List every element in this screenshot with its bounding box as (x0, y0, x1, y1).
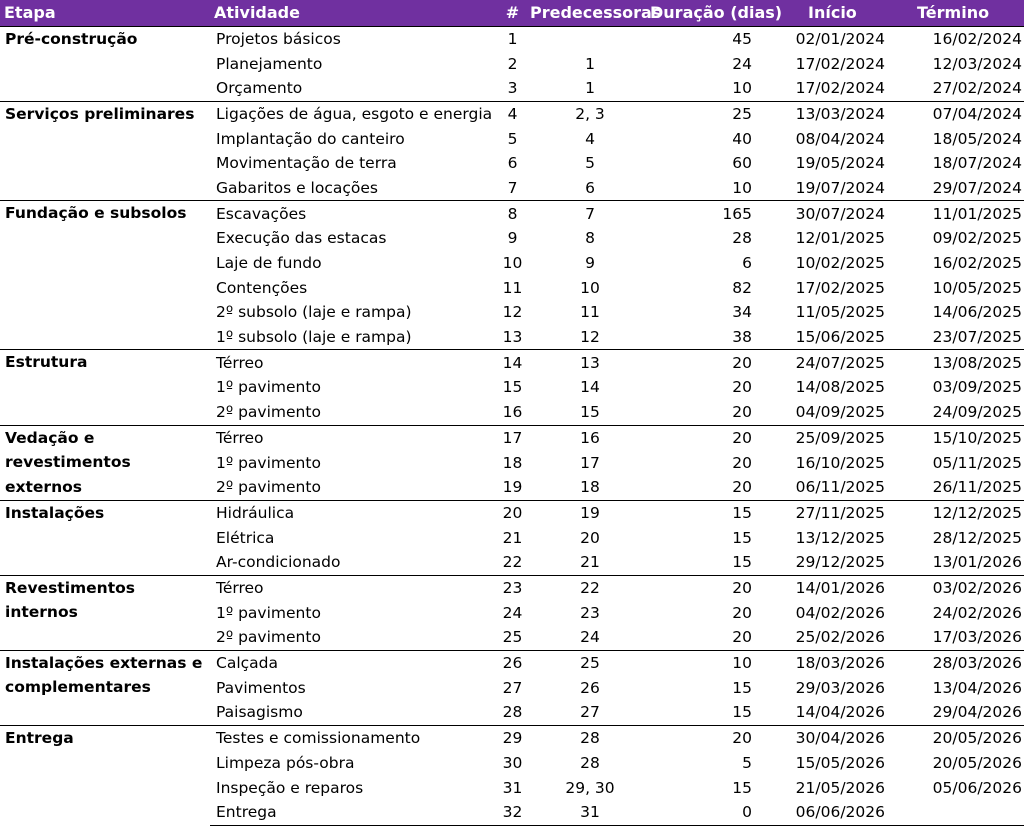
atividade-cell: Execução das estacas (216, 229, 387, 248)
num-cell: 8 (495, 201, 530, 226)
num-cell: 16 (502, 403, 523, 422)
termino-cell: 15/10/2025 (895, 425, 1024, 450)
duracao-cell: 15 (732, 528, 752, 547)
table-row (0, 725, 1024, 750)
num-cell: 21 (502, 528, 523, 547)
num-cell: 26 (495, 650, 530, 675)
duracao-cell: 0 (650, 800, 780, 825)
atividade-cell: Projetos básicos (210, 26, 495, 51)
duracao-cell: 6 (742, 254, 752, 273)
atividade-cell: Movimentação de terra (216, 154, 397, 173)
predecessoras-cell: 11 (580, 303, 600, 322)
table-row (0, 425, 1024, 450)
duracao-cell: 38 (732, 328, 752, 347)
predecessoras-cell: 1 (585, 54, 595, 73)
atividade-cell: 1º pavimento (216, 378, 321, 397)
termino-cell: 26/11/2025 (932, 478, 1022, 497)
table-row (0, 575, 1024, 600)
atividade-cell: 2º pavimento (216, 403, 321, 422)
predecessoras-cell: 19 (530, 500, 650, 525)
duracao-cell: 15 (732, 678, 752, 697)
atividade-cell: Térreo (210, 350, 495, 375)
header-row (0, 0, 1024, 26)
num-cell: 11 (502, 278, 523, 297)
predecessoras-cell: 21 (580, 553, 600, 572)
etapa-cell: Estrutura (0, 350, 210, 425)
inicio-cell: 30/04/2026 (780, 725, 895, 750)
predecessoras-cell: 16 (530, 425, 650, 450)
predecessoras-cell: 13 (530, 350, 650, 375)
termino-cell (895, 800, 1024, 825)
duracao-cell: 40 (732, 129, 752, 148)
inicio-cell: 18/03/2026 (780, 650, 895, 675)
inicio-cell: 25/02/2026 (795, 628, 885, 647)
predecessoras-cell: 31 (530, 800, 650, 825)
predecessoras-cell: 12 (580, 328, 600, 347)
atividade-cell: Elétrica (216, 528, 275, 547)
atividade-cell: 1º pavimento (216, 603, 321, 622)
inicio-cell: 19/05/2024 (795, 154, 885, 173)
duracao-cell: 20 (732, 378, 752, 397)
termino-cell: 24/09/2025 (932, 403, 1022, 422)
num-cell: 5 (507, 129, 518, 148)
num-cell: 1 (495, 26, 530, 51)
termino-cell: 28/12/2025 (932, 528, 1022, 547)
termino-cell: 11/01/2025 (895, 201, 1024, 226)
termino-cell: 24/02/2026 (932, 603, 1022, 622)
predecessoras-cell (530, 26, 650, 51)
etapa-cell: Instalações (0, 500, 210, 575)
atividade-cell: Calçada (210, 650, 495, 675)
atividade-cell: Planejamento (216, 54, 323, 73)
termino-cell: 16/02/2024 (895, 26, 1024, 51)
num-cell: 20 (495, 500, 530, 525)
inicio-cell: 15/05/2026 (795, 753, 885, 772)
inicio-cell: 06/11/2025 (795, 478, 885, 497)
termino-cell: 27/02/2024 (932, 79, 1022, 98)
atividade-cell: Pavimentos (216, 678, 306, 697)
num-cell: 31 (502, 778, 523, 797)
duracao-cell: 15 (732, 553, 752, 572)
termino-cell: 16/02/2025 (932, 254, 1022, 273)
termino-cell: 18/07/2024 (932, 154, 1022, 173)
inicio-cell: 13/03/2024 (780, 101, 895, 126)
predecessoras-cell: 25 (530, 650, 650, 675)
termino-cell: 12/03/2024 (932, 54, 1022, 73)
predecessoras-cell: 29, 30 (565, 778, 615, 797)
duracao-cell: 82 (732, 278, 752, 297)
duracao-cell: 20 (732, 453, 752, 472)
atividade-cell: Paisagismo (216, 703, 303, 722)
atividade-cell: Limpeza pós-obra (216, 753, 355, 772)
num-cell: 29 (495, 725, 530, 750)
atividade-cell: Térreo (210, 575, 495, 600)
atividade-cell: 1º pavimento (216, 453, 321, 472)
termino-cell: 12/12/2025 (895, 500, 1024, 525)
atividade-cell: 2º subsolo (laje e rampa) (216, 303, 412, 322)
num-cell: 3 (507, 79, 518, 98)
etapa-cell: Entrega (0, 725, 210, 825)
header-etapa: Etapa (4, 3, 56, 23)
inicio-cell: 02/01/2024 (780, 26, 895, 51)
num-cell: 2 (507, 54, 518, 73)
predecessoras-cell: 4 (585, 129, 595, 148)
duracao-cell: 10 (732, 178, 752, 197)
atividade-cell: Térreo (210, 425, 495, 450)
termino-cell: 05/11/2025 (932, 453, 1022, 472)
atividade-cell: Laje de fundo (216, 254, 322, 273)
predecessoras-cell: 7 (530, 201, 650, 226)
duracao-cell: 15 (650, 500, 780, 525)
termino-cell: 29/04/2026 (932, 703, 1022, 722)
termino-cell: 07/04/2024 (895, 101, 1024, 126)
termino-cell: 28/03/2026 (895, 650, 1024, 675)
predecessoras-cell: 9 (585, 254, 595, 273)
predecessoras-cell: 5 (585, 154, 595, 173)
inicio-cell: 13/12/2025 (795, 528, 885, 547)
header-predecessoras: Predecessoras (530, 3, 662, 23)
predecessoras-cell: 14 (580, 378, 600, 397)
predecessoras-cell: 27 (580, 703, 600, 722)
num-cell: 28 (502, 703, 523, 722)
duracao-cell: 28 (732, 229, 752, 248)
termino-cell: 20/05/2026 (932, 753, 1022, 772)
table-row (0, 26, 1024, 51)
inicio-cell: 24/07/2025 (780, 350, 895, 375)
inicio-cell: 11/05/2025 (795, 303, 885, 322)
etapa-cell: Serviços preliminares (0, 101, 210, 201)
etapa-cell: Pré-construção (0, 26, 210, 101)
num-cell: 4 (495, 101, 530, 126)
inicio-cell: 16/10/2025 (795, 453, 885, 472)
predecessoras-cell: 22 (530, 575, 650, 600)
num-cell: 17 (495, 425, 530, 450)
predecessoras-cell: 10 (580, 278, 600, 297)
predecessoras-cell: 8 (585, 229, 595, 248)
predecessoras-cell: 2, 3 (530, 101, 650, 126)
table-row (0, 101, 1024, 126)
duracao-cell: 20 (650, 725, 780, 750)
duracao-cell: 45 (650, 26, 780, 51)
predecessoras-cell: 28 (530, 725, 650, 750)
inicio-cell: 29/03/2026 (795, 678, 885, 697)
predecessoras-cell: 18 (580, 478, 600, 497)
atividade-cell: Ligações de água, esgoto e energia (210, 101, 495, 126)
atividade-cell: 2º pavimento (216, 478, 321, 497)
etapa-cell: Fundação e subsolos (0, 201, 210, 350)
num-cell: 18 (502, 453, 523, 472)
num-cell: 7 (507, 178, 518, 197)
termino-cell: 13/04/2026 (932, 678, 1022, 697)
termino-cell: 05/06/2026 (932, 778, 1022, 797)
predecessoras-cell: 17 (580, 453, 600, 472)
inicio-cell: 27/11/2025 (780, 500, 895, 525)
duracao-cell: 5 (742, 753, 752, 772)
termino-cell: 13/01/2026 (932, 553, 1022, 572)
num-cell: 6 (507, 154, 518, 173)
atividade-cell: Orçamento (216, 79, 303, 98)
duracao-cell: 20 (732, 478, 752, 497)
predecessoras-cell: 23 (580, 603, 600, 622)
duracao-cell: 15 (732, 703, 752, 722)
termino-cell: 03/02/2026 (895, 575, 1024, 600)
inicio-cell: 15/06/2025 (795, 328, 885, 347)
predecessoras-cell: 1 (585, 79, 595, 98)
predecessoras-cell: 24 (580, 628, 600, 647)
num-cell: 32 (495, 800, 530, 825)
num-cell: 19 (502, 478, 523, 497)
num-cell: 13 (502, 328, 523, 347)
etapa-cell: Vedação e revestimentos externos (0, 425, 210, 500)
table-row (0, 650, 1024, 675)
num-cell: 15 (502, 378, 523, 397)
predecessoras-cell: 20 (580, 528, 600, 547)
table-row (0, 350, 1024, 375)
termino-cell: 03/09/2025 (932, 378, 1022, 397)
termino-cell: 13/08/2025 (895, 350, 1024, 375)
termino-cell: 18/05/2024 (932, 129, 1022, 148)
termino-cell: 17/03/2026 (932, 628, 1022, 647)
table-row (0, 500, 1024, 525)
termino-cell: 09/02/2025 (932, 229, 1022, 248)
duracao-cell: 34 (732, 303, 752, 322)
header-termino: Término (917, 3, 990, 23)
num-cell: 14 (495, 350, 530, 375)
atividade-cell: Implantação do canteiro (216, 129, 405, 148)
termino-cell: 29/07/2024 (932, 178, 1022, 197)
atividade-cell: Testes e comissionamento (210, 725, 495, 750)
atividade-cell: Gabaritos e locações (216, 178, 378, 197)
inicio-cell: 30/07/2024 (780, 201, 895, 226)
duracao-cell: 15 (732, 778, 752, 797)
inicio-cell: 17/02/2024 (795, 79, 885, 98)
termino-cell: 23/07/2025 (932, 328, 1022, 347)
atividade-cell: Contenções (216, 278, 308, 297)
atividade-cell: 2º pavimento (216, 628, 321, 647)
predecessoras-cell: 15 (580, 403, 600, 422)
atividade-cell: 1º subsolo (laje e rampa) (216, 328, 412, 347)
table-row (0, 201, 1024, 226)
atividade-cell: Entrega (210, 800, 495, 825)
predecessoras-cell: 26 (580, 678, 600, 697)
atividade-cell: Escavações (210, 201, 495, 226)
duracao-cell: 20 (732, 403, 752, 422)
inicio-cell: 19/07/2024 (795, 178, 885, 197)
num-cell: 30 (502, 753, 523, 772)
duracao-cell: 20 (650, 350, 780, 375)
duracao-cell: 10 (732, 79, 752, 98)
inicio-cell: 12/01/2025 (795, 229, 885, 248)
inicio-cell: 10/02/2025 (795, 254, 885, 273)
inicio-cell: 14/01/2026 (780, 575, 895, 600)
num-cell: 22 (502, 553, 523, 572)
predecessoras-cell: 6 (585, 178, 595, 197)
duracao-cell: 25 (650, 101, 780, 126)
duracao-cell: 10 (650, 650, 780, 675)
termino-cell: 20/05/2026 (895, 725, 1024, 750)
inicio-cell: 14/04/2026 (795, 703, 885, 722)
duracao-cell: 20 (650, 575, 780, 600)
duracao-cell: 20 (650, 425, 780, 450)
num-cell: 10 (502, 254, 523, 273)
etapa-cell: Revestimentos internos (0, 575, 210, 650)
inicio-cell: 17/02/2024 (795, 54, 885, 73)
num-cell: 27 (502, 678, 523, 697)
atividade-cell: Ar-condicionado (216, 553, 341, 572)
duracao-cell: 60 (732, 154, 752, 173)
etapa-cell: Instalações externas e complementares (0, 650, 210, 725)
inicio-cell: 29/12/2025 (795, 553, 885, 572)
header-duracao: Duração (dias) (650, 3, 783, 23)
termino-cell: 10/05/2025 (932, 278, 1022, 297)
duracao-cell: 165 (650, 201, 780, 226)
inicio-cell: 04/02/2026 (795, 603, 885, 622)
inicio-cell: 06/06/2026 (780, 800, 895, 825)
inicio-cell: 14/08/2025 (795, 378, 885, 397)
num-cell: 25 (502, 628, 523, 647)
table-body (0, 26, 1024, 825)
atividade-cell: Inspeção e reparos (216, 778, 364, 797)
inicio-cell: 08/04/2024 (795, 129, 885, 148)
duracao-cell: 20 (732, 603, 752, 622)
predecessoras-cell: 28 (580, 753, 600, 772)
num-cell: 23 (495, 575, 530, 600)
num-cell: 9 (507, 229, 518, 248)
header-atividade: Atividade (214, 3, 300, 23)
inicio-cell: 25/09/2025 (780, 425, 895, 450)
inicio-cell: 17/02/2025 (795, 278, 885, 297)
duracao-cell: 20 (732, 628, 752, 647)
header-inicio: Início (808, 3, 857, 23)
inicio-cell: 21/05/2026 (795, 778, 885, 797)
atividade-cell: Hidráulica (210, 500, 495, 525)
num-cell: 24 (502, 603, 523, 622)
header-num: # (505, 3, 520, 23)
termino-cell: 14/06/2025 (932, 303, 1022, 322)
num-cell: 12 (502, 303, 523, 322)
duracao-cell: 24 (732, 54, 752, 73)
inicio-cell: 04/09/2025 (795, 403, 885, 422)
